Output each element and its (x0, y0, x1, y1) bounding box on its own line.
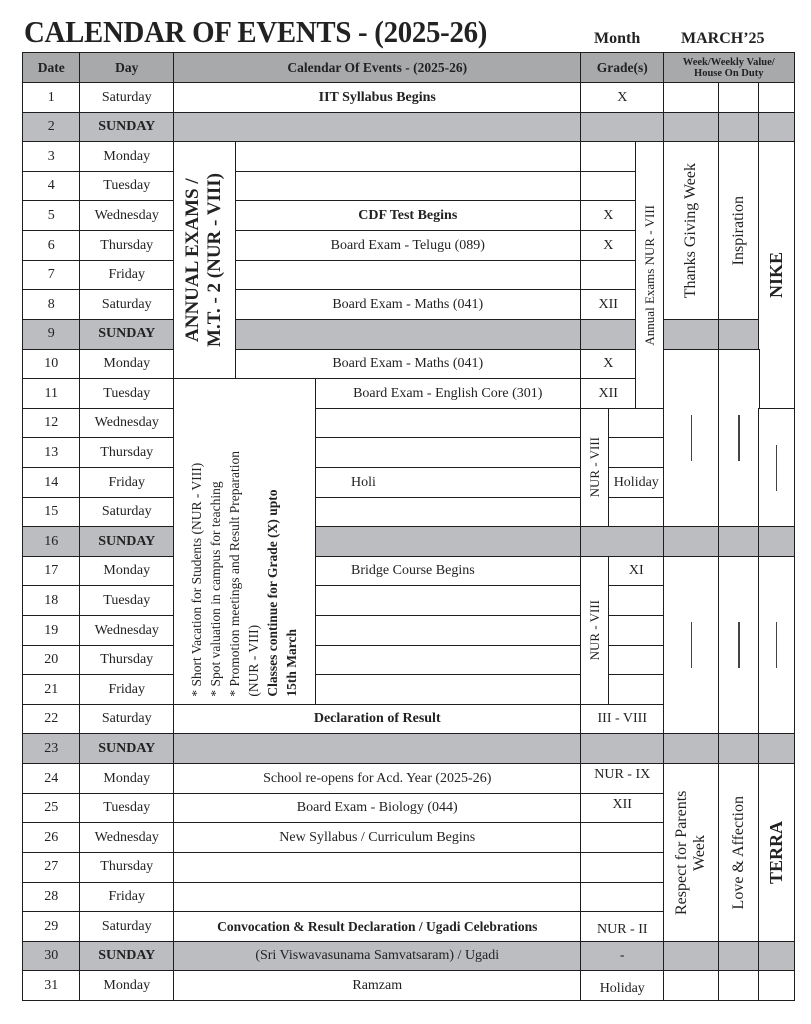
week-cell (663, 319, 720, 350)
day-cell (79, 556, 175, 587)
date-value: 10 (44, 356, 59, 372)
date-cell (22, 200, 81, 231)
event-cell (234, 319, 582, 350)
day-value: Saturday (101, 89, 152, 105)
date-value: 14 (44, 474, 59, 490)
day-cell (79, 882, 175, 913)
event-cell (173, 970, 582, 1001)
event-cell (234, 200, 582, 231)
grade-value: XII (598, 296, 618, 312)
week4-house-cell (758, 763, 795, 942)
date-cell (22, 408, 81, 439)
day-cell (79, 437, 175, 468)
day-value: Tuesday (103, 592, 151, 608)
date-value: 24 (44, 770, 59, 786)
date-cell (22, 852, 81, 883)
event-text: (Sri Viswavasunama Samvatsaram) / Ugadi (255, 948, 500, 964)
date-value: 6 (47, 237, 55, 253)
day-value: Monday (103, 977, 151, 993)
event-cell (314, 674, 582, 705)
date-cell (22, 556, 81, 587)
day-value: Wednesday (94, 829, 159, 845)
date-cell (22, 112, 81, 143)
grade-cell (580, 171, 637, 202)
grade-cell (580, 733, 665, 764)
event-cell (314, 467, 582, 498)
header-events (173, 52, 582, 84)
week-blank-cell (663, 556, 720, 735)
event-text: Declaration of Result (313, 711, 441, 727)
day-cell (79, 230, 175, 261)
date-cell (22, 171, 81, 202)
annual-exams-line: M.T. - 2 (NUR - VIII) (204, 173, 226, 348)
grade-cell (608, 615, 665, 646)
date-value: 11 (44, 385, 58, 401)
event-text: Board Exam - Telugu (089) (330, 237, 485, 253)
day-cell (79, 585, 175, 616)
grade-value: NUR - II (596, 922, 648, 938)
page-title: CALENDAR OF EVENTS - (2025-26) (24, 14, 488, 49)
date-value: 18 (44, 592, 59, 608)
event-cell (234, 349, 582, 380)
vacation-line: * Promotion meetings and Result Preparation (227, 450, 243, 697)
week-cell (663, 733, 720, 764)
date-value: 8 (47, 296, 55, 312)
date-value: 31 (44, 977, 59, 993)
grade-cell (580, 200, 637, 231)
day-value: Monday (103, 563, 151, 579)
week1-house-cell (758, 141, 795, 409)
week-cell (663, 112, 720, 143)
week-cell (718, 112, 760, 143)
day-value: Friday (108, 889, 146, 905)
date-value: 23 (44, 741, 59, 757)
grade-cell (580, 230, 637, 261)
event-cell (234, 289, 582, 320)
event-cell (314, 615, 582, 646)
week1-value: Inspiration (729, 196, 747, 266)
day-cell (79, 970, 175, 1001)
grade-cell (608, 585, 665, 616)
grade-cell (580, 882, 665, 913)
grade-cell (580, 526, 665, 557)
week1-name-cell (663, 141, 720, 320)
date-value: 26 (44, 829, 59, 845)
day-cell (79, 467, 175, 498)
date-cell (22, 733, 81, 764)
dash-mark (691, 622, 693, 668)
event-cell (234, 141, 582, 172)
day-cell (79, 911, 175, 942)
day-cell (79, 260, 175, 291)
grade-cell (580, 793, 665, 824)
week1-name: Thanks Giving Week (682, 163, 700, 299)
date-cell (22, 141, 81, 172)
event-text: School re-opens for Acd. Year (2025-26) (263, 770, 492, 786)
week-cell (758, 970, 795, 1001)
day-cell (79, 408, 175, 439)
week-cell (663, 82, 720, 113)
vacation-line: (NUR - VIII) (246, 624, 262, 697)
date-cell (22, 82, 81, 113)
nur-viii-text: NUR - VIII (586, 600, 602, 661)
grade-cell (608, 645, 665, 676)
annual-exams-block (173, 141, 236, 379)
grade-value: X (603, 356, 614, 372)
date-cell (22, 645, 81, 676)
day-cell (79, 378, 175, 409)
day-cell (79, 645, 175, 676)
header-events-label: Calendar Of Events - (2025-26) (287, 59, 468, 75)
event-text: Holi (351, 474, 376, 490)
event-text: New Syllabus / Curriculum Begins (279, 829, 476, 845)
event-cell (173, 793, 582, 824)
grade-value: X (603, 207, 614, 223)
day-cell (79, 289, 175, 320)
grade-cell (580, 349, 637, 380)
day-value: Thursday (100, 444, 154, 460)
date-cell (22, 674, 81, 705)
date-value: 9 (47, 326, 55, 342)
dash-mark (738, 415, 740, 461)
event-text: Board Exam - Maths (041) (332, 356, 484, 372)
header-day (79, 52, 175, 84)
grade-cell (608, 467, 665, 498)
grade-value: XI (628, 563, 644, 579)
week4-value: Love & Affection (729, 795, 747, 910)
vacation-block (173, 378, 316, 705)
week-cell (758, 112, 795, 143)
event-text: Convocation & Result Declaration / Ugadi Celebrations (217, 918, 538, 934)
month-label: Month (594, 30, 641, 47)
day-cell (79, 615, 175, 646)
day-cell (79, 704, 175, 735)
grade-value: Holiday (613, 474, 659, 490)
week-cell (758, 941, 795, 972)
dash-mark (776, 445, 778, 491)
date-cell (22, 911, 81, 942)
annual-exams-line: ANNUAL EXAMS / (182, 178, 204, 343)
event-cell (314, 378, 582, 409)
day-value: Tuesday (103, 178, 151, 194)
date-cell (22, 378, 81, 409)
day-cell (79, 822, 175, 853)
grade-cell (580, 319, 637, 350)
week-cell (718, 733, 760, 764)
vacation-line: 15th March (284, 628, 300, 697)
day-value: Thursday (100, 237, 154, 253)
week-blank-cell (758, 408, 795, 528)
day-value: Wednesday (94, 622, 159, 638)
date-value: 17 (44, 563, 59, 579)
day-value: Saturday (101, 296, 152, 312)
grade-value: III - VIII (597, 711, 647, 727)
grade-cell (580, 822, 665, 853)
date-value: 29 (44, 918, 59, 934)
event-text: Bridge Course Begins (351, 563, 475, 579)
date-cell (22, 822, 81, 853)
event-cell (234, 260, 582, 291)
date-value: 1 (47, 89, 55, 105)
annual-grade-block (635, 141, 665, 409)
grade-cell (580, 289, 637, 320)
date-cell (22, 230, 81, 261)
grade-cell (580, 763, 665, 794)
header-day-label: Day (115, 59, 139, 75)
date-cell (22, 349, 81, 380)
grade-value: XII (612, 796, 632, 812)
dash-mark (738, 622, 740, 668)
day-value: Friday (108, 474, 146, 490)
day-value: SUNDAY (98, 533, 156, 549)
week4-value-cell (718, 763, 760, 942)
date-cell (22, 319, 81, 350)
day-value: Saturday (101, 918, 152, 934)
date-cell (22, 882, 81, 913)
event-cell (314, 645, 582, 676)
grade-cell (580, 852, 665, 883)
grade-value: XII (598, 385, 618, 401)
event-cell (314, 585, 582, 616)
week-cell (663, 941, 720, 972)
header-grades (580, 52, 665, 84)
day-cell (79, 733, 175, 764)
event-cell (173, 82, 582, 113)
event-cell (173, 852, 582, 883)
day-value: Monday (103, 770, 151, 786)
date-value: 22 (44, 711, 59, 727)
vacation-line: * Spot valuation in campus for teaching (208, 481, 224, 697)
annual-exams-text (182, 173, 226, 347)
nur-viii-text: NUR - VIII (586, 437, 602, 498)
day-cell (79, 497, 175, 528)
event-cell (173, 763, 582, 794)
date-cell (22, 970, 81, 1001)
week-cell (758, 733, 795, 764)
event-cell (173, 911, 582, 942)
week4-name: Respect for Parents Week (673, 790, 709, 915)
event-text: Ramzam (352, 977, 403, 993)
week-blank-cell (758, 556, 795, 735)
day-value: Wednesday (94, 415, 159, 431)
date-value: 16 (44, 533, 59, 549)
day-value: Wednesday (94, 207, 159, 223)
event-text: CDF Test Begins (358, 207, 458, 223)
date-cell (22, 260, 81, 291)
event-cell (173, 733, 582, 764)
annual-grade-text: Annual Exams NUR - VIII (641, 204, 657, 346)
day-value: Monday (103, 356, 151, 372)
grade-value: Holiday (599, 981, 645, 997)
date-value: 19 (44, 622, 59, 638)
month-value: MARCH’25 (681, 30, 765, 47)
day-cell (79, 941, 175, 972)
event-cell (314, 497, 582, 528)
event-cell (173, 704, 582, 735)
day-cell (79, 852, 175, 883)
day-value: Tuesday (103, 800, 151, 816)
date-value: 21 (44, 681, 59, 697)
date-cell (22, 585, 81, 616)
grade-cell (608, 556, 665, 587)
header-date-label: Date (37, 59, 65, 75)
day-value: Saturday (101, 711, 152, 727)
event-cell (173, 822, 582, 853)
week1-house: NIKE (765, 252, 786, 299)
grade-cell (608, 674, 665, 705)
date-cell (22, 704, 81, 735)
day-value: SUNDAY (98, 741, 156, 757)
day-value: Thursday (100, 652, 154, 668)
event-text: Board Exam - Maths (041) (332, 296, 484, 312)
grade-cell (580, 260, 637, 291)
nur-viii-block-1 (580, 408, 610, 528)
day-cell (79, 793, 175, 824)
dash-mark (691, 415, 693, 461)
week-cell (758, 82, 795, 113)
grade-cell (580, 970, 665, 1001)
date-value: 15 (44, 504, 59, 520)
grade-cell (580, 911, 665, 942)
grade-cell (580, 704, 665, 735)
day-value: Saturday (101, 504, 152, 520)
event-cell (234, 171, 582, 202)
grade-cell (580, 112, 665, 143)
nur-viii-block-2 (580, 556, 610, 706)
grade-cell (580, 378, 637, 409)
date-value: 5 (47, 207, 55, 223)
week4-name-cell (663, 763, 720, 942)
grade-cell (580, 941, 665, 972)
event-text: Board Exam - English Core (301) (353, 385, 543, 401)
event-cell (314, 556, 582, 587)
grade-cell (608, 408, 665, 439)
date-value: 27 (44, 859, 59, 875)
event-cell (173, 882, 582, 913)
day-value: Friday (108, 681, 146, 697)
grade-cell (580, 82, 665, 113)
week-blank-cell (718, 556, 760, 735)
header-grades-label: Grade(s) (596, 59, 648, 75)
event-cell (173, 112, 582, 143)
week-blank-cell (663, 349, 720, 528)
week1-value-cell (718, 141, 760, 320)
day-cell (79, 763, 175, 794)
week-cell (758, 526, 795, 557)
day-value: Monday (103, 148, 151, 164)
grade-value: X (603, 237, 614, 253)
date-cell (22, 615, 81, 646)
grade-value: NUR - IX (594, 767, 651, 783)
date-cell (22, 437, 81, 468)
day-cell (79, 526, 175, 557)
header-week (663, 52, 795, 84)
date-cell (22, 941, 81, 972)
date-value: 12 (44, 415, 59, 431)
date-cell (22, 289, 81, 320)
date-value: 20 (44, 652, 59, 668)
vacation-line: * Short Vacation for Students (NUR - VIII) (189, 462, 205, 697)
day-cell (79, 112, 175, 143)
day-cell (79, 674, 175, 705)
day-cell (79, 82, 175, 113)
date-value: 28 (44, 889, 59, 905)
week-cell (718, 82, 760, 113)
day-value: Friday (108, 267, 146, 283)
date-value: 4 (47, 178, 55, 194)
date-value: 13 (44, 444, 59, 460)
day-value: Tuesday (103, 385, 151, 401)
date-value: 2 (47, 119, 55, 135)
date-cell (22, 793, 81, 824)
grade-value: - (619, 948, 625, 964)
day-cell (79, 141, 175, 172)
week-cell (663, 526, 720, 557)
date-cell (22, 467, 81, 498)
week-cell (718, 526, 760, 557)
event-text: IIT Syllabus Begins (318, 89, 436, 105)
event-cell (314, 437, 582, 468)
date-cell (22, 497, 81, 528)
header-date (22, 52, 81, 84)
header-week-label: Week/Weekly Value/ House On Duty (682, 56, 775, 79)
grade-cell (580, 141, 637, 172)
date-cell (22, 763, 81, 794)
date-cell (22, 526, 81, 557)
week-blank-cell (718, 349, 760, 528)
dash-mark (776, 622, 778, 668)
event-cell (314, 408, 582, 439)
day-value: Thursday (100, 859, 154, 875)
day-value: SUNDAY (98, 948, 156, 964)
day-value: SUNDAY (98, 326, 156, 342)
grade-cell (608, 437, 665, 468)
week-cell (718, 970, 760, 1001)
vacation-text (187, 451, 301, 697)
event-text: Board Exam - Biology (044) (296, 800, 458, 816)
event-cell (173, 941, 582, 972)
grade-value: X (617, 89, 628, 105)
week-cell (663, 970, 720, 1001)
day-cell (79, 171, 175, 202)
day-cell (79, 349, 175, 380)
date-value: 25 (44, 800, 59, 816)
event-cell (234, 230, 582, 261)
date-value: 3 (47, 148, 55, 164)
date-value: 30 (44, 948, 59, 964)
day-value: SUNDAY (98, 119, 156, 135)
vacation-line: Classes continue for Grade (X) upto (265, 489, 281, 697)
week-cell (718, 941, 760, 972)
grade-cell (608, 497, 665, 528)
event-cell (314, 526, 582, 557)
week-cell (718, 319, 760, 350)
day-cell (79, 319, 175, 350)
week4-house: TERRA (765, 821, 786, 885)
date-value: 7 (47, 267, 55, 283)
day-cell (79, 200, 175, 231)
